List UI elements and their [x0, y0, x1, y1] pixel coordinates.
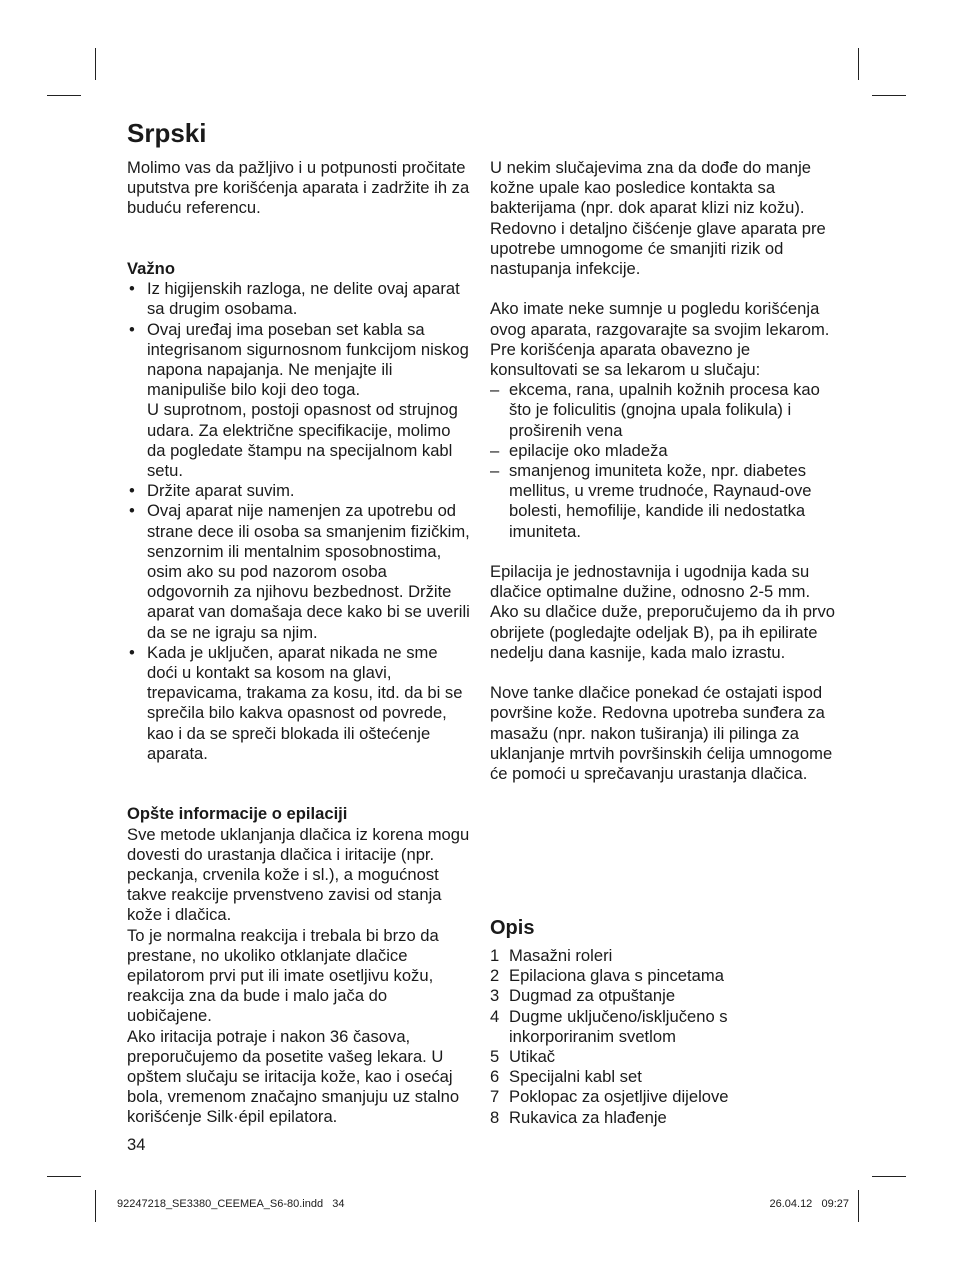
item-number: 1: [490, 946, 500, 965]
item-label: Dugme uključeno/isključeno s inkorporiranim svetlom: [509, 1006, 728, 1046]
item-label: Epilaciona glava s pincetama: [509, 966, 724, 986]
item-label: Utikač: [509, 1047, 556, 1067]
list-item: [490, 1047, 835, 1067]
infection-paragraph: U nekim slučajevima zna da dođe do manje kožne upale kao posledice kontakta sa bakterijama (npr. dok aparat klizi niz kožu). Redovno i detaljno čišćenje glave aparata pre upotrebe umnogome će smanjiti rizik od nastupanja infekcije.: [490, 158, 826, 279]
list-item: – epilacije oko mladeža: [490, 441, 835, 461]
item-number: 3: [490, 986, 500, 1006]
crop-mark: [858, 48, 859, 80]
description-heading: Opis: [490, 917, 535, 939]
list-item: [490, 1067, 835, 1087]
item-number: 6: [490, 1067, 500, 1087]
item-label: Poklopac za osjetljive dijelove: [509, 1087, 729, 1107]
list-item: [490, 986, 835, 1006]
item-number: 7: [490, 1087, 500, 1107]
doctor-paragraph: Ako imate neke sumnje u pogledu korišćenja ovog aparata, razgovarajte sa svojim lekarom. Pre korišćenja aparata obavezno je konsultovati se sa lekarom u slučaju:: [490, 299, 830, 380]
item-number: 2: [490, 966, 500, 986]
list-item-text: Ovaj uređaj ima poseban set kabla sa integrisanom sigurnosnom funkcijom niskog napona napajanja. Ne menjajte ili manipuliše bilo koji deo toga.: [147, 319, 469, 400]
list-item: – ekcema, rana, upalnih kožnih procesa kao što je foliculitis (gnojna upala folikula) i proširenih vena: [490, 380, 835, 441]
ingrown-hair-paragraph: Nove tanke dlačice ponekad će ostajati ispod površine kože. Redovna upotreba sunđera za masažu (npr. nakon tuširanja) ili pilinga za uklanjanje mrtvih površinskih ćelija umnogome će pomoći u sprečavanju urastanja dlačica.: [490, 683, 833, 784]
list-item: [490, 946, 835, 966]
crop-mark: [95, 1190, 96, 1222]
item-number: 8: [490, 1107, 500, 1127]
list-item: • Ovaj aparat nije namenjen za upotrebu od strane dece ili osoba sa smanjenim fizičkim, senzornim ili mentalnim sposobnostima, osim ako su pod nazorom osoba odgovornih za njihovu bezbednost. Držite aparat van domašaja dece kako bi se uverili da se ne igraju sa njim.: [127, 501, 472, 642]
item-label: Rukavica za hlađenje: [509, 1107, 667, 1127]
left-column: [127, 158, 472, 1128]
item-label: Masažni roleri: [509, 946, 613, 965]
right-column: [490, 158, 835, 784]
list-item: [490, 1007, 835, 1047]
crop-mark: [872, 95, 906, 96]
hair-length-paragraph: Epilacija je jednostavnija i ugodnija kada su dlačice optimalne dužine, odnosno 2-5 mm. Ako su dlačice duže, preporučujemo da ih prvo obrijete (pogledajte odeljak B), pa ih epilirate nedelju dana kasnije, kada malo izrastu.: [490, 562, 835, 662]
general-info-heading: Opšte informacije o epilaciji: [127, 804, 348, 824]
footer-filename: 92247218_SE3380_CEEMEA_S6-80.indd 34: [117, 1198, 345, 1210]
page-title: Srpski: [127, 118, 207, 148]
crop-mark: [95, 48, 96, 80]
item-number: 5: [490, 1047, 500, 1067]
list-item: [127, 320, 472, 482]
description-list: [490, 946, 835, 1128]
crop-mark: [47, 95, 81, 96]
item-label: Dugmad za otpuštanje: [509, 986, 676, 1006]
list-item-text: U suprotnom, postoji opasnost od strujnog udara. Za električne specifikacije, molimo da pogledate štampu na specijalnom kabl setu.: [147, 400, 458, 481]
list-item: [490, 1087, 835, 1107]
page-number: 34: [127, 1135, 146, 1154]
list-item: [490, 966, 835, 986]
intro-paragraph: Molimo vas da pažljivo i u potpunosti pročitate uputstva pre korišćenja aparata i zadržite ih za buduću referencu.: [127, 158, 470, 218]
general-paragraph: Sve metode uklanjanja dlačica iz korena mogu dovesti do urastanja dlačica i iritacije (npr. peckanja, crvenila kože i sl.), a mogućnost takve reakcije prvenstveno zavisi od stanja kože i dlačica.: [127, 824, 470, 925]
list-item: • Držite aparat suvim.: [127, 481, 472, 501]
item-label: Specijalni kabl set: [509, 1067, 642, 1087]
item-number: 4: [490, 1006, 500, 1026]
crop-mark: [872, 1176, 906, 1177]
crop-mark: [47, 1176, 81, 1177]
list-item: – smanjenog imuniteta kože, npr. diabetes mellitus, u vreme trudnoće, Raynaud-ove bolesti, hemofilije, kandide ili nedostatka imuniteta.: [490, 461, 835, 542]
important-heading: Važno: [127, 258, 175, 278]
list-item: • Iz higijenskih razloga, ne delite ovaj aparat sa drugim osobama.: [127, 279, 472, 319]
list-item: [490, 1108, 835, 1128]
list-item: • Kada je uključen, aparat nikada ne sme doći u kontakt sa kosom na glavi, trepavicama, trakama za kosu, itd. da bi se sprečila bilo kakva opasnost od povrede, kao i da se spreči blokada ili oštećenje aparata.: [127, 643, 472, 764]
footer-datetime: 26.04.12 09:27: [769, 1198, 849, 1210]
general-paragraph: Ako iritacija potraje i nakon 36 časova, preporučujemo da posetite vašeg lekara. U opštem slučaju se iritacija kože, kao i osećaj bola, vremenom značajno smanjuju uz stalno korišćenje Silk·épil epilatora.: [127, 1026, 460, 1127]
general-paragraph: To je normalna reakcija i trebala bi brzo da prestane, no ukoliko otklanjate dlačice epilatorom prvi put ili imate osetljivu kožu, reakcija zna da bude i malo jača do uobičajene.: [127, 925, 439, 1026]
crop-mark: [858, 1190, 859, 1222]
